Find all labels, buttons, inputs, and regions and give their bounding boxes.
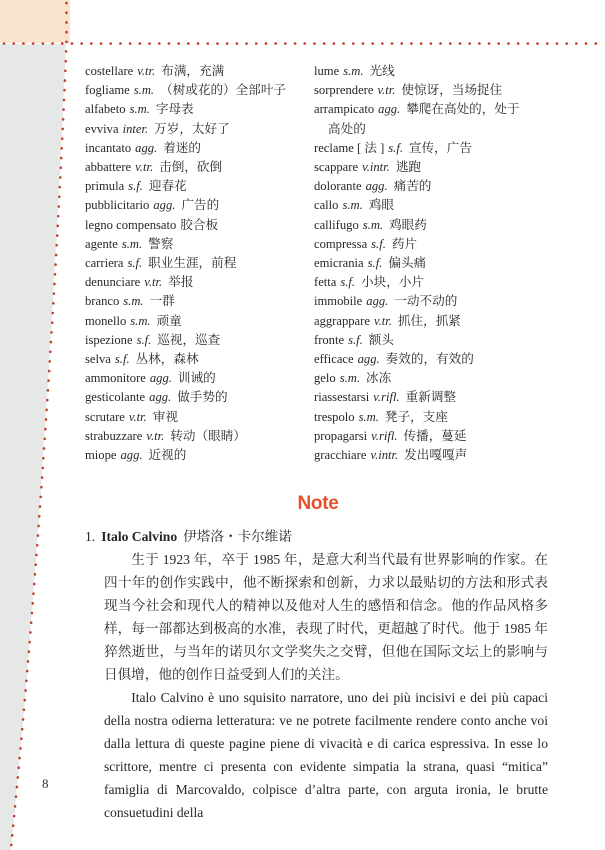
vocab-term: carriera [85, 256, 124, 271]
vocab-pos: s.f. [388, 140, 403, 155]
vocab-definition: 凳子，支座 [384, 409, 448, 424]
vocab-definition: 偏头痛 [388, 256, 427, 271]
vocab-definition: 举报 [168, 275, 194, 290]
vocab-entry [85, 446, 314, 465]
vocab-definition: 广告的 [181, 198, 220, 213]
vocab-pos: inter. [122, 121, 149, 136]
vocab-definition: 职业生涯，前程 [148, 256, 237, 271]
vocab-entry [85, 216, 314, 235]
vocab-definition: 痛苦的 [393, 179, 432, 194]
vocab-entry [85, 139, 314, 158]
vocab-pos: v.rifl. [373, 390, 400, 405]
vocab-term: costellare [85, 64, 134, 78]
vocab-definition: 发出嘎嘎声 [404, 448, 468, 463]
vocab-pos: agg. [120, 448, 143, 463]
vocab-entry [314, 196, 520, 215]
vocab-pos: s.f. [348, 332, 363, 347]
vocab-pos: s.m. [342, 198, 363, 213]
vocab-entry [314, 62, 520, 81]
vocab-entry [85, 100, 314, 119]
vocab-pos: s.m. [343, 64, 364, 78]
vocab-term: alfabeto [85, 102, 126, 117]
vocab-entry [314, 350, 520, 369]
vocab-term: aggrappare [314, 313, 370, 328]
vocab-term: agente [85, 236, 118, 251]
vocab-term: ispezione [85, 332, 133, 347]
note-item-title-chinese: 伊塔洛・卡尔维诺 [183, 529, 292, 545]
vocab-pos: agg. [357, 352, 380, 367]
vocab-entry [314, 408, 520, 427]
vocab-definition: 逃跑 [395, 160, 422, 175]
vocab-entry [85, 331, 314, 350]
vocab-definition: 字母表 [155, 102, 194, 117]
vocab-definition: （树或花的）全部叶子 [160, 83, 286, 98]
vocab-pos: agg. [149, 390, 172, 405]
vocab-definition: 胶合板 [180, 217, 219, 232]
vocab-definition: 冰冻 [365, 371, 392, 386]
vocab-definition: 抓住，抓紧 [397, 313, 461, 328]
vocab-pos: s.m. [362, 217, 384, 232]
vocab-definition: 奏效的，有效的 [385, 352, 474, 367]
vocab-pos: v.tr. [377, 83, 396, 98]
vocab-definition: 训诫的 [177, 371, 216, 386]
vocab-definition: 着迷的 [163, 140, 201, 155]
vocab-definition: 高处的 [328, 121, 366, 136]
vocab-term: ammonitore [85, 371, 146, 386]
vocab-definition: 宣传，广告 [408, 140, 472, 155]
vocab-pos: agg. [149, 371, 172, 386]
vocab-entry-continuation [314, 120, 520, 139]
vocab-term: gelo [314, 371, 336, 386]
vocab-pos: s.m. [129, 102, 150, 117]
vocab-pos: s.f. [128, 179, 143, 194]
vocab-term: fogliame [85, 83, 130, 98]
vocab-term: primula [85, 179, 125, 194]
vocab-pos: agg. [365, 179, 388, 194]
vocab-entry [85, 273, 314, 292]
vocab-term: emicrania [314, 256, 364, 271]
vocab-pos: s.m. [130, 313, 151, 328]
vocab-entry [314, 81, 520, 100]
vocab-entry [314, 235, 520, 254]
vocab-definition: 丛林，森林 [135, 352, 199, 367]
vocab-term: pubblicitario [85, 198, 150, 213]
vocab-term: fronte [314, 332, 345, 347]
corner-block [0, 0, 70, 43]
vocab-pos: s.f. [371, 236, 386, 251]
vocab-pos: s.m. [339, 371, 360, 386]
vocab-definition: 药片 [391, 236, 418, 251]
vocab-entry [314, 158, 520, 177]
vocab-term: miope [85, 448, 117, 463]
vocab-definition: 传播，蔓延 [403, 428, 467, 443]
vocab-entry [314, 254, 520, 273]
vocab-definition: 布满，充满 [161, 64, 225, 78]
vocab-term: sorprendere [314, 83, 374, 98]
vocab-entry [314, 312, 520, 331]
vocab-pos: v.rifl. [371, 428, 398, 443]
vocab-term: callifugo [314, 217, 359, 232]
vocab-definition: 鸡眼 [368, 198, 394, 213]
vocab-entry [85, 196, 314, 215]
vocab-definition: 小块，小片 [361, 275, 425, 290]
vocab-entry [85, 427, 314, 446]
note-item-number: 1. [85, 529, 96, 545]
vocab-term: evviva [85, 121, 119, 136]
vocab-definition: 警察 [148, 236, 174, 251]
left-margin-strip [0, 44, 66, 850]
vocab-pos: s.f. [367, 256, 383, 271]
page-content [85, 0, 551, 824]
vocab-pos: v.tr. [137, 64, 156, 78]
vocab-pos: v.tr. [144, 275, 163, 290]
vocab-term: monello [85, 313, 127, 328]
vocab-definition: 攀爬在高处的，处于 [406, 102, 520, 117]
vocab-term: arrampicato [314, 102, 375, 117]
vocab-entry [85, 388, 314, 407]
vocab-entry [314, 427, 520, 446]
vocab-term: propagarsi [314, 428, 368, 443]
vocab-pos: agg. [135, 140, 158, 155]
vocab-definition: 击倒，砍倒 [159, 160, 223, 175]
vocab-entry [314, 273, 520, 292]
vocab-term: callo [314, 198, 339, 213]
vocab-entry [85, 62, 314, 81]
vocab-definition: 迎春花 [148, 179, 187, 194]
vocab-pos: s.m. [123, 294, 144, 309]
vocab-definition: 一群 [149, 294, 175, 309]
vocab-entry [85, 158, 314, 177]
note-paragraph-italian: Italo Calvino è uno squisito narratore, uno dei più incisivi e dei più capaci della nostra odierna letteratura: ve ne potrete facilmente rendere conto anche voi dalla lettura di queste pagine piene di vivacità e di carica espressiva. In esse lo scrittore, mentre ci presenta con evidente simpatia la strana, quasi “mitica” famiglia di Marcovaldo, colpisce d’altra parte, con arguta ironia, le brutte consuetudini della [104, 690, 548, 821]
vocab-term: efficace [314, 352, 354, 367]
vocab-pos: s.m. [133, 83, 155, 98]
vocab-definition: 鸡眼药 [389, 217, 427, 232]
note-paragraph-chinese: 生于 1923 年，卒于 1985 年，是意大利当代最有世界影响的作家。在四十年的创作实践中，他不断探索和创新，力求以最贴切的方法和形式表现当今社会和现代人的精神以及他对人生的感悟和信念。他的作品风格多样，每一部都达到极高的水准，表现了时代，更超越了时代。他于 1985 年猝然逝世，与当年的诺贝尔文学奖失之交臂，但他在国际文坛上的影响与日俱增，他的创作日益受到人们的关注。 [104, 552, 548, 683]
vocab-entry [85, 81, 314, 100]
vocabulary-list [85, 0, 551, 465]
vocab-entry [85, 235, 314, 254]
vocab-pos: v.tr. [373, 313, 392, 328]
vocab-definition: 审视 [152, 409, 179, 424]
vocab-pos: agg. [153, 198, 176, 213]
vocab-term: reclame [ 法 ] [314, 140, 385, 155]
vocab-definition: 使惊讶，当场捉住 [401, 83, 503, 98]
vocab-definition: 做手势的 [177, 390, 228, 405]
vocab-term: legno compensato [85, 217, 177, 232]
note-item-title: Italo Calvino [101, 529, 178, 545]
vocab-entry [314, 139, 520, 158]
vocab-pos: s.f. [340, 275, 356, 290]
vocab-term: trespolo [314, 409, 355, 424]
vocab-term: gracchiare [314, 448, 367, 463]
vocab-entry [314, 369, 520, 388]
vocab-entry [85, 254, 314, 273]
vocab-entry [85, 292, 314, 311]
vocab-entry [314, 446, 520, 465]
vocab-definition: 光线 [369, 64, 395, 78]
vocab-entry [85, 177, 314, 196]
vocab-term: gesticolante [85, 390, 146, 405]
vocab-entry [314, 331, 520, 350]
vocab-entry [85, 120, 314, 139]
vocab-pos: v.tr. [146, 428, 165, 443]
vocab-term: scrutare [85, 409, 125, 424]
vocab-definition: 转动（眼睛） [170, 428, 246, 443]
vocab-term: denunciare [85, 275, 141, 290]
note-item-title-line [85, 525, 551, 548]
vocab-definition: 万岁，太好了 [154, 121, 230, 136]
vocab-pos: v.intr. [362, 160, 390, 175]
vocab-definition: 重新调整 [405, 390, 456, 405]
vocab-definition: 巡视，巡查 [157, 332, 221, 347]
vocab-pos: s.f. [136, 332, 152, 347]
vocab-entry [85, 408, 314, 427]
vocab-term: scappare [314, 160, 359, 175]
vocab-entry [314, 177, 520, 196]
vocab-entry [314, 292, 520, 311]
note-heading: Note [297, 493, 339, 515]
vocab-definition: 一动不动的 [394, 294, 458, 309]
vocab-term: compressa [314, 236, 368, 251]
vocab-definition: 近视的 [148, 448, 187, 463]
vocab-definition: 顽童 [156, 313, 182, 328]
page-number: 8 [42, 776, 49, 791]
vocab-term: dolorante [314, 179, 362, 194]
vocab-term: riassestarsi [314, 390, 370, 405]
vocab-pos: s.f. [127, 256, 143, 271]
vocab-pos: v.tr. [135, 160, 154, 175]
vocab-term: lume [314, 64, 340, 78]
vocab-entry [314, 388, 520, 407]
vocab-entry [314, 216, 520, 235]
vocab-entry [85, 312, 314, 331]
vocab-term: immobile [314, 294, 363, 309]
vocab-pos: agg. [366, 294, 389, 309]
vocab-term: fetta [314, 275, 337, 290]
vocab-entry [85, 350, 314, 369]
vocab-term: selva [85, 352, 111, 367]
vocab-entry [314, 100, 520, 119]
vocab-column-left [85, 62, 314, 465]
vocab-pos: s.m. [358, 409, 379, 424]
vocab-pos: v.intr. [370, 448, 399, 463]
vocab-term: abbattere [85, 160, 132, 175]
vocab-pos: agg. [378, 102, 401, 117]
vocab-term: incantato [85, 140, 132, 155]
vocab-definition: 额头 [368, 332, 394, 347]
vocab-pos: s.f. [114, 352, 130, 367]
vocab-pos: v.tr. [128, 409, 147, 424]
vocab-entry [85, 369, 314, 388]
vocab-term: branco [85, 294, 120, 309]
vocab-column-right [314, 62, 520, 465]
vocab-pos: s.m. [121, 236, 143, 251]
vocab-term: strabuzzare [85, 428, 143, 443]
